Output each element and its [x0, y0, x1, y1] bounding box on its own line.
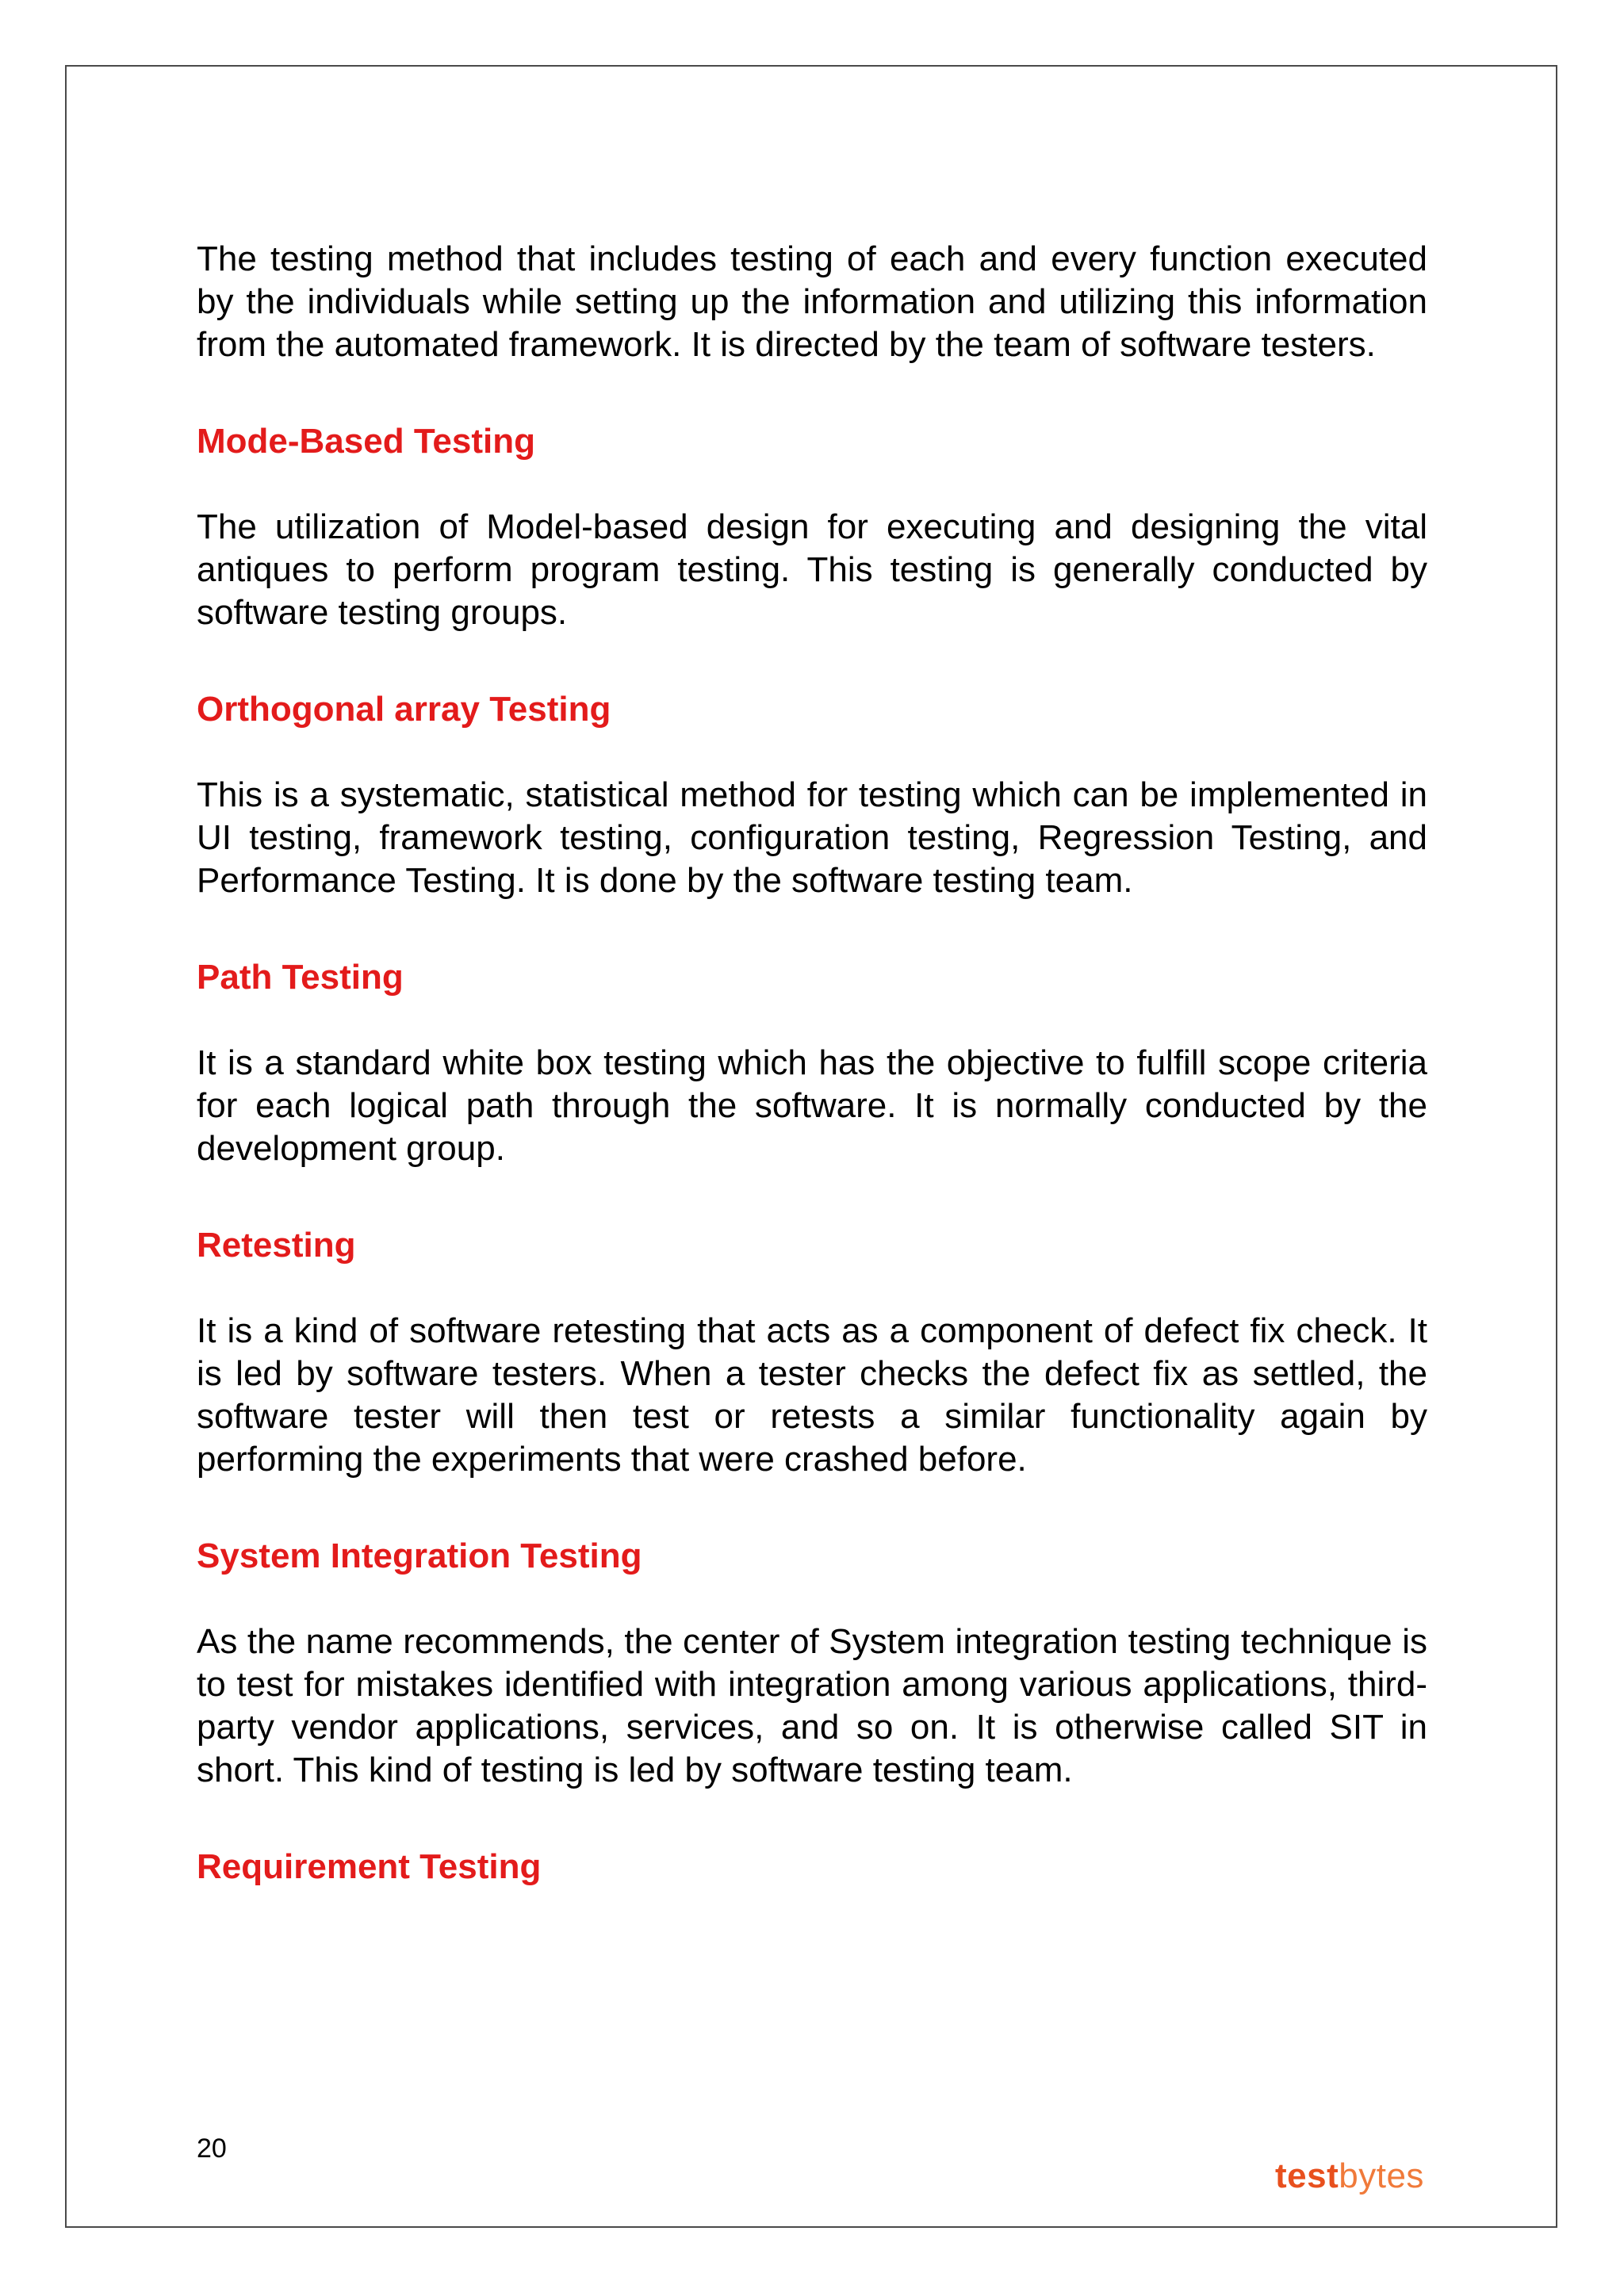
logo-text-light: bytes — [1339, 2156, 1424, 2195]
section-heading-path-testing: Path Testing — [197, 958, 404, 997]
intro-paragraph: The testing method that includes testing of each and every function executed by the individuals while setting up the information and utilizing this information from the automated framework. It is directed by the team of software testers. — [197, 239, 1427, 364]
section-body-mode-based-testing: The utilization of Model-based design for executing and designing the vital antiques to perform program testing. This testing is generally conducted by software testing groups. — [197, 507, 1427, 632]
section-body-retesting: It is a kind of software retesting that acts as a component of defect fix check. It is led by software testers. When a tester checks the defect fix as settled, the software tester will then test or retests a similar functionality again by performing the experiments that were crashed before. — [197, 1311, 1427, 1479]
testbytes-logo — [1275, 2156, 1424, 2196]
section-heading-mode-based-testing: Mode-Based Testing — [197, 422, 536, 461]
page-number: 20 — [197, 2133, 227, 2164]
logo-text-bold: test — [1275, 2156, 1339, 2195]
section-heading-system-integration-testing: System Integration Testing — [197, 1536, 642, 1575]
section-body-system-integration-testing: As the name recommends, the center of System integration testing technique is to test for mistakes identified with integration among various applications, third-party vendor applications, services, and so on. It is otherwise called SIT in short. This kind of testing is led by software testing team. — [197, 1622, 1427, 1789]
section-body-path-testing: It is a standard white box testing which has the objective to fulfill scope criteria for each logical path through the software. It is normally conducted by the development group. — [197, 1043, 1427, 1168]
section-heading-requirement-testing: Requirement Testing — [197, 1847, 542, 1886]
section-body-orthogonal-array-testing: This is a systematic, statistical method for testing which can be implemented in UI testing, framework testing, configuration testing, Regression Testing, and Performance Testing. It is done by the software testing team. — [197, 775, 1427, 900]
section-heading-retesting: Retesting — [197, 1226, 356, 1265]
document-content — [197, 238, 1427, 1888]
section-heading-orthogonal-array-testing: Orthogonal array Testing — [197, 690, 611, 729]
